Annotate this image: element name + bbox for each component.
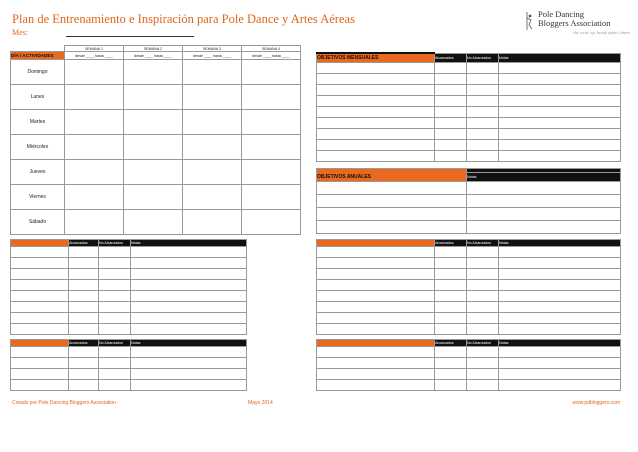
week-1-header: SEMANA 1 bbox=[65, 46, 124, 52]
schedule-cell[interactable] bbox=[65, 135, 124, 160]
schedule-row bbox=[11, 160, 301, 185]
schedule-cell[interactable] bbox=[124, 210, 183, 235]
schedule-cell[interactable] bbox=[124, 185, 183, 210]
col-achieved: Alcanzados bbox=[69, 240, 99, 247]
goals-table-left-2 bbox=[10, 339, 247, 391]
schedule-row bbox=[11, 210, 301, 235]
col-notes: Notas bbox=[499, 340, 621, 347]
schedule-cell[interactable] bbox=[65, 160, 124, 185]
schedule-cell[interactable] bbox=[242, 185, 301, 210]
col-notes: Notas bbox=[467, 173, 621, 182]
table-row[interactable] bbox=[317, 195, 621, 208]
table-row[interactable] bbox=[317, 95, 621, 106]
table-row[interactable] bbox=[317, 62, 621, 73]
weekly-schedule-table bbox=[10, 45, 301, 235]
table-row[interactable] bbox=[317, 302, 621, 313]
table-row[interactable] bbox=[317, 258, 621, 269]
goal-category-cell[interactable] bbox=[317, 240, 435, 247]
goals-table-right-2 bbox=[316, 339, 621, 391]
goal-category-cell[interactable] bbox=[11, 240, 69, 247]
table-row[interactable] bbox=[317, 313, 621, 324]
goal-category-cell[interactable] bbox=[317, 340, 435, 347]
table-row[interactable] bbox=[317, 208, 621, 221]
schedule-cell[interactable] bbox=[183, 185, 242, 210]
day-label: Martes bbox=[11, 110, 65, 135]
table-row[interactable] bbox=[317, 128, 621, 139]
table-row[interactable] bbox=[317, 380, 621, 391]
col-not-achieved: No Alcanzados bbox=[99, 240, 131, 247]
schedule-cell[interactable] bbox=[183, 210, 242, 235]
logo-tagline: the write up, break apart, share bbox=[573, 30, 630, 35]
schedule-row bbox=[11, 135, 301, 160]
table-row[interactable] bbox=[11, 269, 247, 280]
table-row[interactable] bbox=[317, 106, 621, 117]
week-4-header: SEMANA 4 bbox=[242, 46, 301, 52]
table-row[interactable] bbox=[317, 291, 621, 302]
table-row[interactable] bbox=[11, 247, 247, 258]
table-row[interactable] bbox=[317, 269, 621, 280]
schedule-cell[interactable] bbox=[242, 160, 301, 185]
table-row[interactable] bbox=[11, 291, 247, 302]
footer-credit: Creado por Pole Dancing Bloggers Association bbox=[12, 400, 116, 406]
goal-category-cell[interactable] bbox=[11, 340, 69, 347]
day-label: Jueves bbox=[11, 160, 65, 185]
col-notes: Notas bbox=[499, 240, 621, 247]
goals-table-right-1 bbox=[316, 239, 621, 335]
annual-goals-title: OBJETIVOS ANUALES bbox=[317, 173, 467, 182]
day-label: Lunes bbox=[11, 85, 65, 110]
schedule-cell[interactable] bbox=[65, 185, 124, 210]
schedule-row bbox=[11, 185, 301, 210]
col-not-achieved: No Alcanzados bbox=[467, 340, 499, 347]
col-notes: Notas bbox=[131, 340, 247, 347]
schedule-cell[interactable] bbox=[242, 210, 301, 235]
schedule-cell[interactable] bbox=[124, 110, 183, 135]
table-row[interactable] bbox=[11, 380, 247, 391]
col-notes: Notas bbox=[499, 53, 621, 62]
schedule-cell[interactable] bbox=[183, 160, 242, 185]
schedule-cell[interactable] bbox=[242, 60, 301, 85]
table-row[interactable] bbox=[317, 73, 621, 84]
page-title: Plan de Entrenamiento e Inspiración para Pole Dance y Artes Aéreas bbox=[12, 12, 355, 26]
table-row[interactable] bbox=[317, 84, 621, 95]
col-not-achieved: No Alcanzados bbox=[467, 53, 499, 62]
day-activities-header: DÍA / ACTIVIDADES bbox=[11, 52, 65, 60]
table-row[interactable] bbox=[11, 358, 247, 369]
day-label: Sábado bbox=[11, 210, 65, 235]
schedule-cell[interactable] bbox=[65, 210, 124, 235]
pole-dancer-icon bbox=[524, 12, 534, 30]
schedule-cell[interactable] bbox=[65, 110, 124, 135]
schedule-cell[interactable] bbox=[242, 85, 301, 110]
table-row[interactable] bbox=[317, 369, 621, 380]
col-not-achieved: No Alcanzados bbox=[467, 240, 499, 247]
schedule-cell[interactable] bbox=[124, 85, 183, 110]
schedule-cell[interactable] bbox=[124, 135, 183, 160]
logo-line-1: Pole Dancing bbox=[538, 9, 585, 19]
table-row[interactable] bbox=[317, 358, 621, 369]
schedule-cell[interactable] bbox=[183, 110, 242, 135]
table-row[interactable] bbox=[317, 150, 621, 161]
col-not-achieved: No Alcanzados bbox=[99, 340, 131, 347]
annual-goals-table bbox=[316, 168, 621, 234]
schedule-cell[interactable] bbox=[124, 160, 183, 185]
schedule-row bbox=[11, 60, 301, 85]
week-2-range[interactable]: desde ____ hasta ____ bbox=[124, 52, 183, 60]
logo bbox=[530, 10, 630, 46]
table-row[interactable] bbox=[317, 280, 621, 291]
schedule-cell[interactable] bbox=[242, 110, 301, 135]
monthly-goals-table bbox=[316, 52, 621, 162]
week-3-range[interactable]: desde ____ hasta ____ bbox=[183, 52, 242, 60]
footer-website-link[interactable]: www.pdbloggers.com bbox=[572, 400, 620, 406]
week-4-range[interactable]: desde ____ hasta ____ bbox=[242, 52, 301, 60]
footer-date: Mayo 2014 bbox=[248, 400, 273, 406]
week-1-range[interactable]: desde ____ hasta ____ bbox=[65, 52, 124, 60]
logo-line-2: Bloggers Association bbox=[538, 18, 611, 28]
table-row[interactable] bbox=[11, 313, 247, 324]
week-2-header: SEMANA 2 bbox=[124, 46, 183, 52]
schedule-cell[interactable] bbox=[242, 135, 301, 160]
schedule-cell[interactable] bbox=[183, 135, 242, 160]
schedule-cell[interactable] bbox=[183, 85, 242, 110]
table-row[interactable] bbox=[317, 139, 621, 150]
table-row[interactable] bbox=[11, 280, 247, 291]
table-row[interactable] bbox=[317, 347, 621, 358]
col-achieved: Alcanzados bbox=[435, 240, 467, 247]
day-label: Domingo bbox=[11, 60, 65, 85]
schedule-cell[interactable] bbox=[65, 85, 124, 110]
day-label: Viernes bbox=[11, 185, 65, 210]
monthly-goals-title: OBJETIVOS MENSUALES bbox=[317, 53, 435, 62]
col-achieved: Alcanzados bbox=[435, 53, 467, 62]
month-label: Mes: bbox=[12, 28, 28, 37]
schedule-cell[interactable] bbox=[183, 60, 242, 85]
month-input-line[interactable] bbox=[66, 36, 194, 37]
table-row[interactable] bbox=[11, 369, 247, 380]
table-row[interactable] bbox=[317, 182, 621, 195]
table-row[interactable] bbox=[11, 258, 247, 269]
week-3-header: SEMANA 3 bbox=[183, 46, 242, 52]
schedule-row bbox=[11, 110, 301, 135]
col-achieved: Alcanzados bbox=[69, 340, 99, 347]
day-label: Miércoles bbox=[11, 135, 65, 160]
schedule-row bbox=[11, 85, 301, 110]
col-achieved: Alcanzados bbox=[435, 340, 467, 347]
table-row[interactable] bbox=[11, 302, 247, 313]
table-row[interactable] bbox=[317, 221, 621, 234]
table-row[interactable] bbox=[317, 247, 621, 258]
schedule-cell[interactable] bbox=[124, 60, 183, 85]
table-row[interactable] bbox=[11, 347, 247, 358]
table-row[interactable] bbox=[11, 324, 247, 335]
table-row[interactable] bbox=[317, 117, 621, 128]
table-row[interactable] bbox=[317, 324, 621, 335]
goals-table-left-1 bbox=[10, 239, 247, 335]
col-notes: Notas bbox=[131, 240, 247, 247]
schedule-cell[interactable] bbox=[65, 60, 124, 85]
